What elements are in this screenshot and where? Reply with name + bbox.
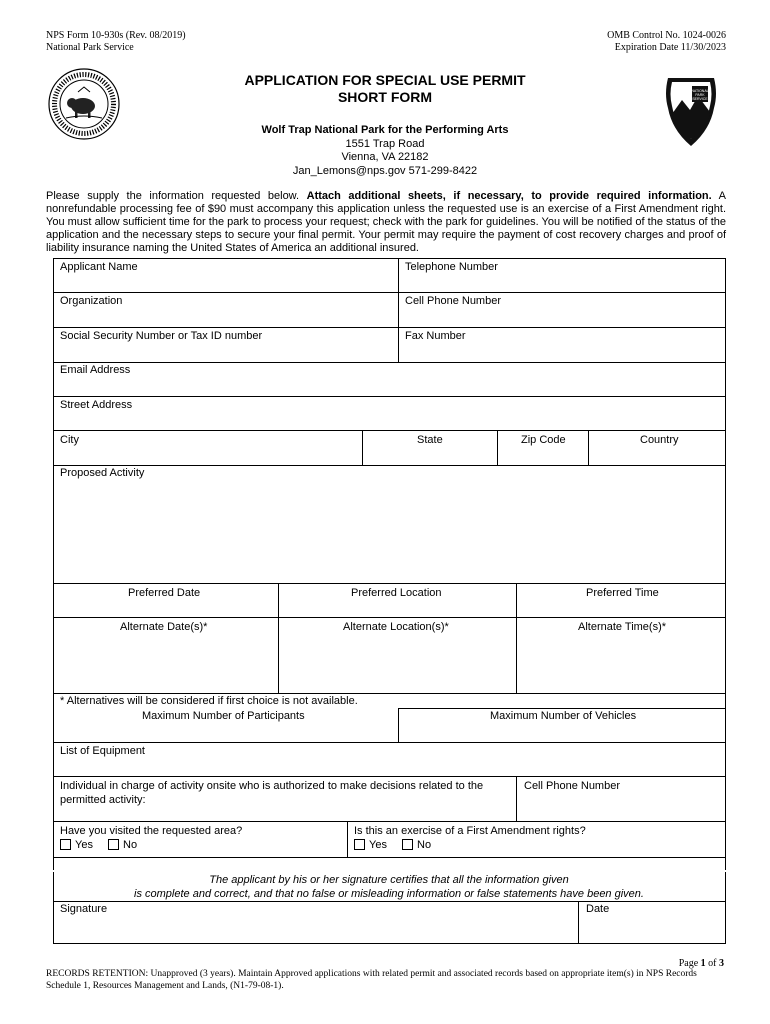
cell-phone-field[interactable]: [399, 308, 724, 326]
signature-label: Signature: [60, 903, 108, 915]
visited-yes-checkbox[interactable]: [60, 839, 71, 850]
cert-right-border: [725, 872, 726, 944]
row-divider: [53, 292, 726, 293]
fax-label: Fax Number: [405, 330, 466, 342]
preferred-location-field[interactable]: [279, 600, 515, 616]
alternatives-note: * Alternatives will be considered if first choice is not available.: [60, 695, 358, 707]
row-divider: [53, 396, 726, 397]
alternate-times-label: Alternate Time(s)*: [578, 621, 667, 633]
max-participants-field[interactable]: [54, 724, 397, 741]
proposed-activity-field[interactable]: [54, 481, 724, 582]
row-divider: [53, 583, 726, 584]
no-label: No: [123, 839, 138, 851]
form-title-line1: APPLICATION FOR SPECIAL USE PERMIT: [244, 72, 526, 88]
svg-text:SERVICE: SERVICE: [692, 97, 708, 101]
page-label: Page: [678, 958, 701, 969]
email-field[interactable]: [54, 377, 724, 395]
visited-question: Have you visited the requested area?: [60, 825, 243, 837]
row-divider: [53, 857, 726, 858]
visited-no-option[interactable]: [108, 839, 137, 851]
yes-label: Yes: [75, 839, 93, 851]
preferred-time-label: Preferred Time: [586, 587, 659, 599]
park-street: 1551 Trap Road: [345, 137, 425, 150]
preferred-time-field[interactable]: [517, 600, 724, 616]
expiration-date: Expiration Date 11/30/2023: [614, 42, 726, 53]
form-header-left: [46, 30, 186, 54]
omb-control-number: OMB Control No. 1024-0026: [607, 30, 726, 41]
row-divider: [53, 327, 726, 328]
first-amendment-options: [354, 839, 431, 852]
preferred-date-label: Preferred Date: [128, 587, 201, 599]
row-divider: [53, 776, 726, 777]
zip-label: Zip Code: [521, 434, 566, 446]
first-amendment-no-checkbox[interactable]: [402, 839, 413, 850]
max-vehicles-label: Maximum Number of Vehicles: [490, 710, 637, 722]
form-top-border: [53, 258, 726, 259]
cell-phone-label: Cell Phone Number: [405, 295, 501, 307]
telephone-field[interactable]: [399, 274, 724, 291]
first-amendment-no-option[interactable]: [402, 839, 431, 851]
proposed-activity-label: Proposed Activity: [60, 467, 145, 479]
instructions-text-2: A nonrefundable processing fee of $90 must accompany this application unless the requested use is an exercise of a First Amendment right. You must allow sufficient time for the park to process your request; check with the park for guidelines. You will be notified of the status of the application and the necessary steps to secure your final permit. Your permit may require the payment of cost recovery charges and proof of liability insurance naming the United States of America an additional insured.: [46, 190, 726, 254]
first-amendment-yes-option[interactable]: [354, 839, 387, 851]
country-field[interactable]: [589, 447, 724, 464]
row-divider: [53, 742, 726, 743]
row-divider: [53, 693, 726, 694]
individual-in-charge-label-line1: Individual in charge of activity onsite who is authorized to make decisions related to the: [60, 780, 484, 792]
instructions-text-1: Please supply the information requested below.: [46, 190, 307, 202]
date-label: Date: [586, 903, 610, 915]
organization-field[interactable]: [54, 308, 397, 326]
park-city: Vienna, VA 22182: [341, 151, 429, 163]
row-divider: [53, 901, 726, 902]
form-number: NPS Form 10-930s (Rev. 08/2019): [46, 30, 186, 41]
zip-field[interactable]: [498, 447, 587, 464]
ssn-field[interactable]: [54, 343, 397, 361]
visited-no-checkbox[interactable]: [108, 839, 119, 850]
row-divider: [53, 617, 726, 618]
park-contact: Jan_Lemons@nps.gov 571-299-8422: [292, 164, 478, 177]
alternate-dates-label: Alternate Date(s)*: [120, 621, 208, 633]
row-divider: [53, 430, 726, 431]
row-divider: [53, 362, 726, 363]
row-divider: [398, 708, 726, 709]
row-divider: [53, 821, 726, 822]
city-field[interactable]: [54, 447, 361, 464]
fax-field[interactable]: [399, 343, 724, 361]
form-right-border: [725, 258, 726, 870]
state-field[interactable]: [363, 447, 496, 464]
row-divider: [53, 465, 726, 466]
applicant-name-label: Applicant Name: [60, 261, 138, 273]
alternate-locations-field[interactable]: [279, 636, 515, 692]
visited-options: [60, 839, 137, 852]
individual-in-charge-label-line2: permitted activity:: [60, 794, 146, 806]
telephone-label: Telephone Number: [405, 261, 498, 273]
park-contact-block: [0, 124, 770, 178]
email-label: Email Address: [60, 364, 131, 376]
applicant-name-field[interactable]: [54, 274, 397, 291]
equipment-field[interactable]: [54, 758, 724, 775]
city-label: City: [60, 434, 79, 446]
max-participants-label: Maximum Number of Participants: [142, 710, 305, 722]
instructions-bold: Attach additional sheets, if necessary, to provide required information.: [306, 190, 712, 202]
agency-name: National Park Service: [46, 42, 134, 53]
ssn-label: Social Security Number or Tax ID number: [60, 330, 263, 342]
visited-yes-option[interactable]: [60, 839, 93, 851]
certification-line1: The applicant by his or her signature certifies that all the information given: [209, 874, 569, 886]
max-vehicles-field[interactable]: [399, 724, 724, 741]
alternate-times-field[interactable]: [517, 636, 724, 692]
individual-in-charge-field[interactable]: [54, 808, 515, 820]
divider: [347, 821, 348, 857]
svg-text:NATIONAL: NATIONAL: [691, 89, 709, 93]
preferred-location-label: Preferred Location: [351, 587, 442, 599]
svg-text:PARK: PARK: [695, 93, 705, 97]
signature-field[interactable]: [54, 916, 577, 942]
individual-cell-field[interactable]: [517, 794, 724, 820]
page-number: 1: [700, 958, 706, 969]
row-divider: [53, 943, 726, 944]
alternate-dates-field[interactable]: [54, 636, 277, 692]
form-title: [0, 72, 770, 106]
page-total: 3: [719, 958, 724, 969]
no-label: No: [417, 839, 432, 851]
instructions-paragraph: [46, 190, 726, 255]
individual-cell-label: Cell Phone Number: [524, 780, 620, 792]
country-label: Country: [640, 434, 679, 446]
yes-label: Yes: [369, 839, 387, 851]
equipment-label: List of Equipment: [60, 745, 145, 757]
organization-label: Organization: [60, 295, 123, 307]
state-label: State: [417, 434, 443, 446]
form-header-right: [607, 30, 726, 54]
preferred-date-field[interactable]: [54, 600, 277, 616]
page-of: of: [705, 958, 719, 969]
first-amendment-question: Is this an exercise of a First Amendment rights?: [354, 825, 586, 837]
first-amendment-yes-checkbox[interactable]: [354, 839, 365, 850]
street-address-field[interactable]: [54, 412, 724, 429]
records-retention-note: RECORDS RETENTION: Unapproved (3 years). Maintain Approved applications with related permit and associated records based on appropriate item(s) in NPS Records Schedule 1, Resources Management and Lands, (N1-79-08-1).: [46, 969, 697, 991]
date-field[interactable]: [579, 916, 724, 942]
form-title-line2: SHORT FORM: [337, 89, 433, 105]
certification-line2: is complete and correct, and that no false or misleading information or false statements have been given.: [134, 888, 644, 900]
park-name: Wolf Trap National Park for the Performing Arts: [261, 124, 509, 136]
alternate-locations-label: Alternate Location(s)*: [343, 621, 449, 633]
street-address-label: Street Address: [60, 399, 133, 411]
